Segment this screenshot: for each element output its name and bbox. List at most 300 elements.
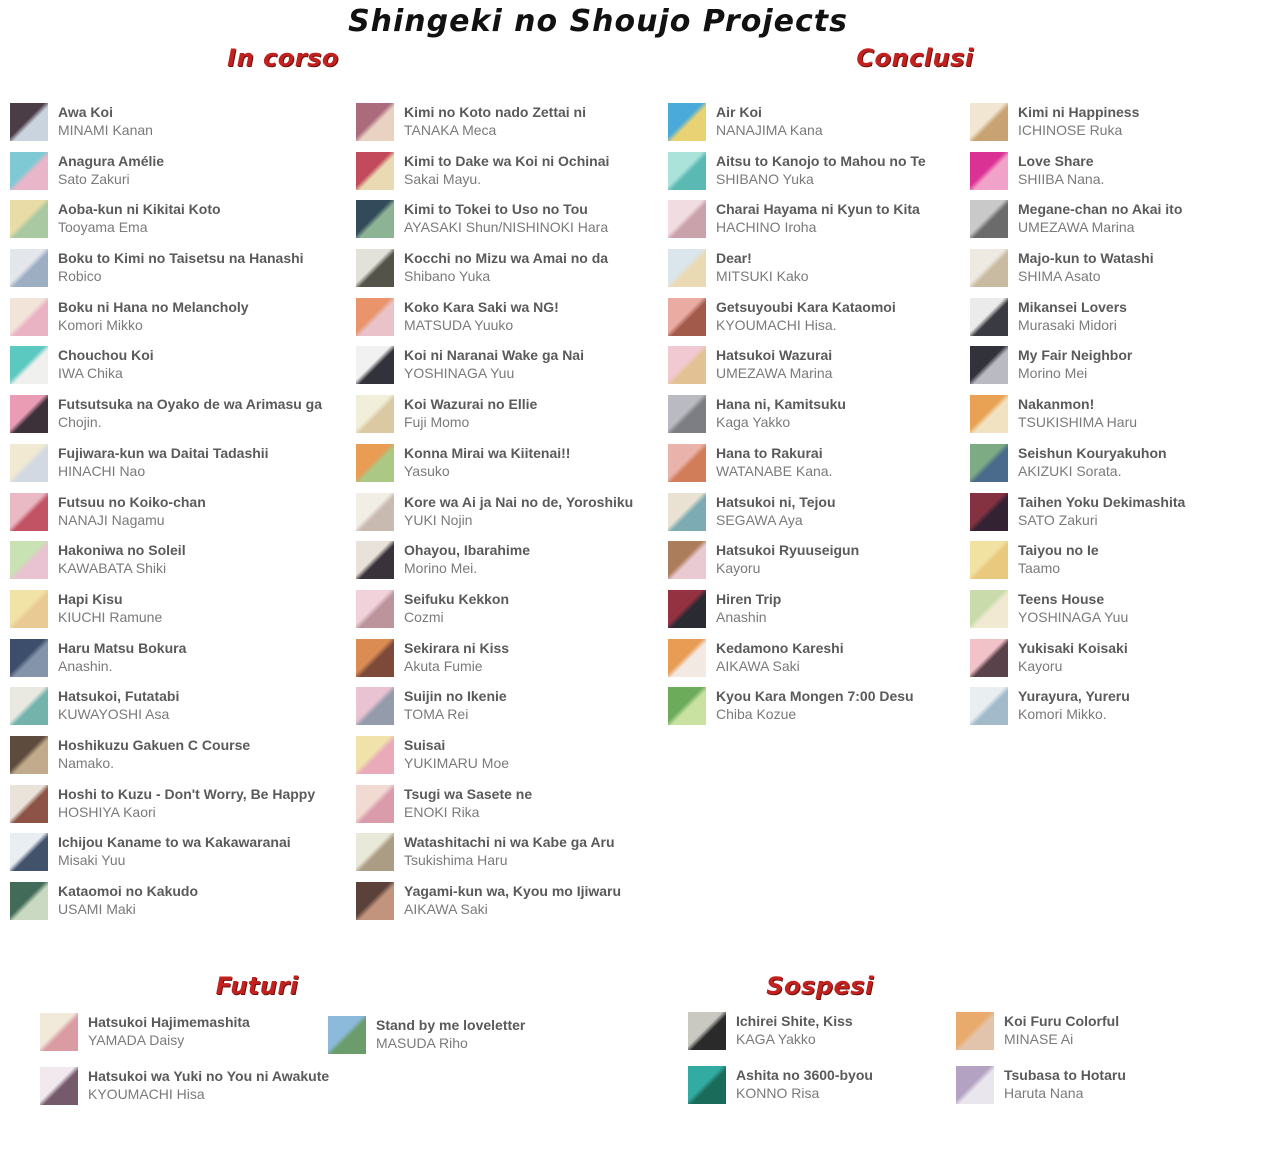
manga-entry-meta <box>736 1012 853 1050</box>
manga-cover-thumbnail[interactable] <box>356 346 394 384</box>
manga-cover-thumbnail[interactable] <box>356 395 394 433</box>
manga-entry-meta <box>404 590 509 628</box>
manga-author: Shibano Yuka <box>404 268 491 285</box>
manga-cover-thumbnail[interactable] <box>668 200 706 238</box>
manga-title-link[interactable]: Majo-kun to Watashi <box>1018 250 1154 267</box>
manga-title-link[interactable]: Air Koi <box>716 104 762 120</box>
manga-entry <box>970 103 1185 141</box>
manga-entry <box>356 346 633 384</box>
manga-entry <box>10 493 322 531</box>
manga-entry-meta <box>1018 152 1104 190</box>
manga-author: NANAJIMA Kana <box>716 122 823 138</box>
manga-entry <box>10 298 322 336</box>
manga-title-link[interactable]: Fujiwara-kun wa Daitai Tadashii <box>58 444 269 461</box>
manga-cover-thumbnail[interactable] <box>10 298 48 336</box>
manga-title-link[interactable]: Hana to Rakurai <box>716 444 823 461</box>
manga-title-link[interactable]: Kimi ni Happiness <box>1018 104 1140 120</box>
manga-title-link[interactable]: Futsutsuka na Oyako de wa Arimasu ga <box>58 396 323 413</box>
manga-cover-thumbnail[interactable] <box>10 444 48 482</box>
manga-author: MINASE Ai <box>1004 1031 1074 1047</box>
manga-entry-meta <box>58 833 291 871</box>
manga-cover-thumbnail[interactable] <box>356 639 394 677</box>
manga-author: WATANABE Kana. <box>716 462 833 479</box>
manga-entry <box>356 444 633 482</box>
manga-cover-thumbnail[interactable] <box>40 1013 78 1051</box>
manga-entry <box>970 346 1185 384</box>
manga-entry <box>970 444 1185 482</box>
manga-title-link[interactable]: Ichijou Kaname to wa Kakawaranai <box>58 834 291 851</box>
manga-entry <box>668 395 926 433</box>
manga-cover-thumbnail[interactable] <box>668 590 706 628</box>
manga-entry-meta <box>404 639 509 677</box>
manga-title-link[interactable]: Hapi Kisu <box>58 590 123 607</box>
manga-author: Tsukishima Haru <box>404 852 508 869</box>
manga-author: YUKIMARU Moe <box>404 754 510 771</box>
manga-author: ICHINOSE Ruka <box>1018 122 1123 138</box>
manga-entry-meta <box>58 444 269 482</box>
manga-cover-thumbnail[interactable] <box>356 200 394 238</box>
manga-title-link[interactable]: Hakoniwa no Soleil <box>58 542 186 559</box>
manga-cover-thumbnail[interactable] <box>668 493 706 531</box>
manga-title-link[interactable]: Hatsukoi Hajimemashita <box>88 1014 250 1030</box>
manga-entry-meta <box>716 200 920 238</box>
manga-cover-thumbnail[interactable] <box>970 152 1008 190</box>
manga-author: YOSHINAGA Yuu <box>1018 608 1129 625</box>
manga-author: Misaki Yuu <box>58 852 126 869</box>
manga-cover-thumbnail[interactable] <box>356 493 394 531</box>
manga-entry-meta <box>404 444 570 482</box>
manga-author: HINACHI Nao <box>58 462 146 479</box>
manga-cover-thumbnail[interactable] <box>688 1066 726 1104</box>
manga-cover-thumbnail[interactable] <box>40 1067 78 1105</box>
manga-cover-thumbnail[interactable] <box>356 590 394 628</box>
manga-cover-thumbnail[interactable] <box>668 103 706 141</box>
manga-entry <box>356 200 633 238</box>
manga-cover-thumbnail[interactable] <box>668 249 706 287</box>
manga-cover-thumbnail[interactable] <box>10 687 48 725</box>
manga-title-link[interactable]: Koi Furu Colorful <box>1004 1013 1120 1029</box>
manga-cover-thumbnail[interactable] <box>356 687 394 725</box>
manga-author: KYOUMACHI Hisa <box>88 1086 205 1102</box>
sospesi-column-2 <box>956 1012 1126 1120</box>
manga-cover-thumbnail[interactable] <box>688 1012 726 1050</box>
manga-entry-meta <box>58 346 154 384</box>
manga-entry-meta <box>716 493 836 531</box>
manga-title-link[interactable]: Kore wa Ai ja Nai no de, Yoroshiku <box>404 493 634 510</box>
futuri-column-1 <box>40 1013 329 1121</box>
manga-title-link[interactable]: My Fair Neighbor <box>1018 347 1133 364</box>
manga-author: Kayoru <box>716 560 761 577</box>
manga-cover-thumbnail[interactable] <box>970 639 1008 677</box>
manga-title-link[interactable]: Seishun Kouryakuhon <box>1018 444 1167 461</box>
manga-cover-thumbnail[interactable] <box>10 249 48 287</box>
manga-cover-thumbnail[interactable] <box>328 1016 366 1054</box>
manga-title-link[interactable]: Charai Hayama ni Kyun to Kita <box>716 201 920 218</box>
manga-entry-meta <box>58 687 179 725</box>
manga-author: YUKI Nojin <box>404 511 473 528</box>
manga-entry-meta <box>716 152 926 190</box>
manga-title-link[interactable]: Stand by me loveletter <box>376 1017 526 1033</box>
manga-entry <box>10 639 322 677</box>
manga-title-link[interactable]: Teens House <box>1018 590 1105 607</box>
manga-title-link[interactable]: Sekirara ni Kiss <box>404 639 510 656</box>
manga-author: USAMI Maki <box>58 901 136 917</box>
manga-entry-meta <box>1018 103 1139 141</box>
manga-title-link[interactable]: Futsuu no Koiko-chan <box>58 493 206 510</box>
manga-author: MASUDA Riho <box>376 1035 468 1051</box>
manga-entry-meta <box>404 103 586 141</box>
manga-entry <box>668 444 926 482</box>
manga-title-link[interactable]: Hatsukoi wa Yuki no You ni Awakute <box>88 1068 330 1084</box>
manga-cover-thumbnail[interactable] <box>356 103 394 141</box>
manga-entry <box>40 1067 329 1105</box>
manga-author: Namako. <box>58 754 115 771</box>
manga-entry <box>956 1012 1126 1050</box>
manga-entry <box>356 687 633 725</box>
manga-title-link[interactable]: Megane-chan no Akai ito <box>1018 201 1183 218</box>
manga-cover-thumbnail[interactable] <box>668 639 706 677</box>
manga-entry <box>356 395 633 433</box>
manga-entry-meta <box>1018 444 1167 482</box>
manga-entry <box>956 1066 1126 1104</box>
manga-entry-meta <box>1018 249 1154 287</box>
manga-cover-thumbnail[interactable] <box>356 444 394 482</box>
manga-entry-meta <box>716 103 823 141</box>
manga-author: MINAMI Kanan <box>58 122 153 138</box>
manga-author: SHIMA Asato <box>1018 268 1101 285</box>
manga-title-link[interactable]: Kimi to Dake wa Koi ni Ochinai <box>404 152 610 169</box>
manga-cover-thumbnail[interactable] <box>10 541 48 579</box>
manga-entry-meta <box>376 1016 525 1054</box>
manga-entry-meta <box>58 785 315 823</box>
manga-author: Yasuko <box>404 462 450 479</box>
manga-entry-meta <box>404 785 532 823</box>
manga-entry <box>10 444 322 482</box>
manga-author: Cozmi <box>404 608 444 625</box>
manga-title-link[interactable]: Yagami-kun wa, Kyou mo Ijiwaru <box>404 883 622 899</box>
manga-title-link[interactable]: Tsugi wa Sasete ne <box>404 785 533 802</box>
manga-entry-meta <box>1004 1012 1119 1050</box>
manga-cover-thumbnail[interactable] <box>356 882 394 920</box>
manga-title-link[interactable]: Hana ni, Kamitsuku <box>716 396 846 413</box>
section-header-sospesi: Sospesi <box>766 972 874 1000</box>
manga-entry-meta <box>58 493 206 531</box>
manga-cover-thumbnail[interactable] <box>668 395 706 433</box>
manga-author: SHIBANO Yuka <box>716 170 814 187</box>
manga-author: Fuji Momo <box>404 414 470 431</box>
manga-title-link[interactable]: Konna Mirai wa Kiitenai!! <box>404 444 571 461</box>
manga-author: AIKAWA Saki <box>404 901 488 917</box>
manga-title-link[interactable]: Hatsukoi Wazurai <box>716 347 833 364</box>
manga-entry <box>970 395 1185 433</box>
manga-entry <box>10 785 322 823</box>
manga-cover-thumbnail[interactable] <box>970 395 1008 433</box>
manga-cover-thumbnail[interactable] <box>956 1066 994 1104</box>
manga-entry-meta <box>1018 346 1132 384</box>
manga-entry-meta <box>1018 541 1099 579</box>
manga-cover-thumbnail[interactable] <box>970 103 1008 141</box>
manga-entry-meta <box>404 249 608 287</box>
manga-title-link[interactable]: Hoshi to Kuzu - Don't Worry, Be Happy <box>58 785 316 802</box>
manga-entry-meta <box>88 1067 329 1105</box>
manga-entry-meta <box>1018 590 1128 628</box>
manga-cover-thumbnail[interactable] <box>10 103 48 141</box>
manga-cover-thumbnail[interactable] <box>668 541 706 579</box>
manga-entry <box>970 590 1185 628</box>
manga-title-link[interactable]: Koko Kara Saki wa NG! <box>404 298 559 315</box>
manga-title-link[interactable]: Seifuku Kekkon <box>404 590 510 607</box>
manga-entry <box>10 395 322 433</box>
manga-entry-meta <box>404 346 584 384</box>
manga-title-link[interactable]: Hiren Trip <box>716 590 782 607</box>
manga-entry <box>668 200 926 238</box>
manga-author: Morino Mei. <box>404 560 478 577</box>
manga-author: TSUKISHIMA Haru <box>1018 414 1138 431</box>
manga-cover-thumbnail[interactable] <box>970 687 1008 725</box>
manga-author: ENOKI Rika <box>404 803 480 820</box>
manga-title-link[interactable]: Anagura Amélie <box>58 152 165 169</box>
manga-cover-thumbnail[interactable] <box>10 882 48 920</box>
manga-cover-thumbnail[interactable] <box>970 444 1008 482</box>
manga-author: Haruta Nana <box>1004 1085 1084 1101</box>
manga-entry <box>688 1066 873 1104</box>
manga-cover-thumbnail[interactable] <box>970 590 1008 628</box>
manga-entry <box>970 639 1185 677</box>
manga-entry-meta <box>404 152 609 190</box>
manga-entry <box>970 298 1185 336</box>
manga-cover-thumbnail[interactable] <box>970 346 1008 384</box>
manga-author: Robico <box>58 268 102 285</box>
manga-entry-meta <box>58 590 162 628</box>
manga-entry <box>668 152 926 190</box>
manga-entry <box>668 493 926 531</box>
manga-title-link[interactable]: Suisai <box>404 736 446 753</box>
in-corso-column-1 <box>10 103 322 931</box>
manga-entry-meta <box>1018 395 1137 433</box>
manga-entry <box>970 493 1185 531</box>
manga-title-link[interactable]: Chouchou Koi <box>58 347 154 364</box>
manga-entry-meta <box>58 882 198 920</box>
manga-entry <box>970 249 1185 287</box>
manga-entry <box>356 493 633 531</box>
manga-author: YAMADA Daisy <box>88 1032 185 1048</box>
manga-title-link[interactable]: Boku to Kimi no Taisetsu na Hanashi <box>58 250 304 267</box>
manga-entry-meta <box>716 541 859 579</box>
manga-cover-thumbnail[interactable] <box>970 249 1008 287</box>
manga-title-link[interactable]: Kimi to Tokei to Uso no Tou <box>404 201 588 218</box>
manga-cover-thumbnail[interactable] <box>970 541 1008 579</box>
manga-entry <box>40 1013 329 1051</box>
manga-cover-thumbnail[interactable] <box>10 493 48 531</box>
manga-cover-thumbnail[interactable] <box>356 785 394 823</box>
manga-author: Murasaki Midori <box>1018 316 1117 333</box>
manga-author: SEGAWA Aya <box>716 511 803 528</box>
manga-title-link[interactable]: Yurayura, Yureru <box>1018 688 1130 705</box>
manga-title-link[interactable]: Watashitachi ni wa Kabe ga Aru <box>404 834 615 851</box>
manga-author: Anashin. <box>58 657 113 674</box>
manga-cover-thumbnail[interactable] <box>668 687 706 725</box>
manga-author: Chojin. <box>58 414 102 431</box>
manga-cover-thumbnail[interactable] <box>668 152 706 190</box>
manga-title-link[interactable]: Ashita no 3600-byou <box>736 1067 873 1083</box>
manga-entry <box>668 687 926 725</box>
manga-entry-meta <box>58 395 322 433</box>
manga-author: Sakai Mayu. <box>404 170 482 187</box>
manga-entry-meta <box>716 444 832 482</box>
manga-author: HACHINO Iroha <box>716 219 817 236</box>
manga-entry-meta <box>404 736 509 774</box>
manga-entry <box>356 103 633 141</box>
manga-entry <box>10 687 322 725</box>
manga-entry-meta <box>736 1066 873 1104</box>
manga-cover-thumbnail[interactable] <box>10 395 48 433</box>
manga-title-link[interactable]: Dear! <box>716 250 752 267</box>
manga-entry-meta <box>58 249 304 287</box>
manga-author: UMEZAWA Marina <box>716 365 833 382</box>
manga-entry-meta <box>404 541 530 579</box>
manga-title-link[interactable]: Kyou Kara Mongen 7:00 Desu <box>716 688 914 705</box>
manga-title-link[interactable]: Hoshikuzu Gakuen C Course <box>58 736 251 753</box>
manga-cover-thumbnail[interactable] <box>356 736 394 774</box>
manga-cover-thumbnail[interactable] <box>668 444 706 482</box>
manga-title-link[interactable]: Ichirei Shite, Kiss <box>736 1013 853 1029</box>
manga-title-link[interactable]: Hatsukoi, Futatabi <box>58 688 180 705</box>
manga-entry <box>10 152 322 190</box>
manga-title-link[interactable]: Tsubasa to Hotaru <box>1004 1067 1126 1083</box>
manga-author: SATO Zakuri <box>1018 511 1098 528</box>
manga-author: NANAJI Nagamu <box>58 511 165 528</box>
manga-cover-thumbnail[interactable] <box>956 1012 994 1050</box>
manga-entry-meta <box>404 200 608 238</box>
manga-cover-thumbnail[interactable] <box>10 590 48 628</box>
manga-entry-meta <box>1018 493 1185 531</box>
manga-cover-thumbnail[interactable] <box>668 346 706 384</box>
manga-author: SHIIBA Nana. <box>1018 170 1105 187</box>
page-title: Shingeki no Shoujo Projects <box>348 4 848 39</box>
manga-entry-meta <box>58 541 186 579</box>
manga-entry-meta <box>716 249 809 287</box>
manga-cover-thumbnail[interactable] <box>356 833 394 871</box>
manga-entry <box>10 833 322 871</box>
manga-author: HOSHIYA Kaori <box>58 803 156 820</box>
manga-entry <box>668 541 926 579</box>
manga-author: MITSUKI Kako <box>716 268 809 285</box>
manga-cover-thumbnail[interactable] <box>356 152 394 190</box>
manga-entry <box>356 736 633 774</box>
manga-title-link[interactable]: Getsuyoubi Kara Kataomoi <box>716 298 896 315</box>
manga-title-link[interactable]: Boku ni Hana no Melancholy <box>58 298 249 315</box>
manga-author: Akuta Fumie <box>404 657 483 674</box>
manga-cover-thumbnail[interactable] <box>668 298 706 336</box>
manga-title-link[interactable]: Koi ni Naranai Wake ga Nai <box>404 347 584 364</box>
manga-entry <box>356 541 633 579</box>
manga-title-link[interactable]: Taiyou no Ie <box>1018 542 1099 559</box>
manga-author: IWA Chika <box>58 365 123 382</box>
manga-title-link[interactable]: Awa Koi <box>58 104 113 120</box>
manga-entry-meta <box>1004 1066 1126 1104</box>
manga-entry <box>970 152 1185 190</box>
manga-cover-thumbnail[interactable] <box>356 249 394 287</box>
manga-entry-meta <box>58 298 249 336</box>
manga-entry <box>10 541 322 579</box>
manga-author: Sato Zakuri <box>58 170 130 187</box>
manga-entry-meta <box>58 103 153 141</box>
manga-cover-thumbnail[interactable] <box>356 541 394 579</box>
manga-title-link[interactable]: Kedamono Kareshi <box>716 639 844 656</box>
manga-author: MATSUDA Yuuko <box>404 316 514 333</box>
manga-title-link[interactable]: Yukisaki Koisaki <box>1018 639 1128 656</box>
manga-author: TANAKA Meca <box>404 122 497 138</box>
manga-entry <box>10 249 322 287</box>
manga-entry-meta <box>1018 639 1128 677</box>
manga-author: AKIZUKI Sorata. <box>1018 462 1122 479</box>
manga-entry <box>356 785 633 823</box>
manga-cover-thumbnail[interactable] <box>10 152 48 190</box>
manga-entry <box>10 590 322 628</box>
manga-title-link[interactable]: Taihen Yoku Dekimashita <box>1018 493 1186 510</box>
manga-entry <box>668 590 926 628</box>
manga-entry-meta <box>58 639 186 677</box>
manga-cover-thumbnail[interactable] <box>10 200 48 238</box>
manga-entry-meta <box>404 882 621 920</box>
manga-entry <box>356 639 633 677</box>
manga-cover-thumbnail[interactable] <box>970 493 1008 531</box>
manga-title-link[interactable]: Koi Wazurai no Ellie <box>404 396 538 413</box>
manga-title-link[interactable]: Love Share <box>1018 152 1094 169</box>
manga-title-link[interactable]: Nakanmon! <box>1018 396 1095 413</box>
manga-title-link[interactable]: Ohayou, Ibarahime <box>404 542 531 559</box>
manga-entry <box>356 833 633 871</box>
manga-entry <box>668 639 926 677</box>
manga-entry-meta <box>404 395 537 433</box>
manga-cover-thumbnail[interactable] <box>10 785 48 823</box>
manga-entry <box>10 200 322 238</box>
manga-cover-thumbnail[interactable] <box>10 639 48 677</box>
manga-entry-meta <box>716 639 844 677</box>
manga-author: Kaga Yakko <box>716 414 791 431</box>
manga-title-link[interactable]: Kocchi no Mizu wa Amai no da <box>404 250 609 267</box>
manga-cover-thumbnail[interactable] <box>970 200 1008 238</box>
manga-entry-meta <box>1018 687 1130 725</box>
manga-cover-thumbnail[interactable] <box>10 346 48 384</box>
manga-author: YOSHINAGA Yuu <box>404 365 515 382</box>
manga-title-link[interactable]: Hatsukoi Ryuuseigun <box>716 542 860 559</box>
manga-author: Taamo <box>1018 560 1061 577</box>
manga-title-link[interactable]: Mikansei Lovers <box>1018 298 1127 315</box>
manga-title-link[interactable]: Suijin no Ikenie <box>404 688 507 705</box>
manga-entry <box>668 298 926 336</box>
manga-entry-meta <box>716 298 896 336</box>
manga-author: KUWAYOSHI Asa <box>58 706 170 723</box>
manga-title-link[interactable]: Aoba-kun ni Kikitai Koto <box>58 201 221 218</box>
manga-title-link[interactable]: Kimi no Koto nado Zettai ni <box>404 104 586 120</box>
manga-cover-thumbnail[interactable] <box>10 736 48 774</box>
manga-entry <box>356 249 633 287</box>
manga-title-link[interactable]: Kataomoi no Kakudo <box>58 883 199 899</box>
manga-author: Anashin <box>716 608 767 625</box>
manga-author: AYASAKI Shun/NISHINOKI Hara <box>404 219 609 236</box>
manga-title-link[interactable]: Haru Matsu Bokura <box>58 639 187 656</box>
manga-entry <box>356 152 633 190</box>
manga-title-link[interactable]: Hatsukoi ni, Tejou <box>716 493 836 510</box>
manga-cover-thumbnail[interactable] <box>356 298 394 336</box>
manga-cover-thumbnail[interactable] <box>970 298 1008 336</box>
manga-author: KONNO Risa <box>736 1085 820 1101</box>
manga-cover-thumbnail[interactable] <box>10 833 48 871</box>
manga-author: KAGA Yakko <box>736 1031 816 1047</box>
manga-title-link[interactable]: Aitsu to Kanojo to Mahou no Te <box>716 152 926 169</box>
manga-author: KAWABATA Shiki <box>58 560 167 577</box>
